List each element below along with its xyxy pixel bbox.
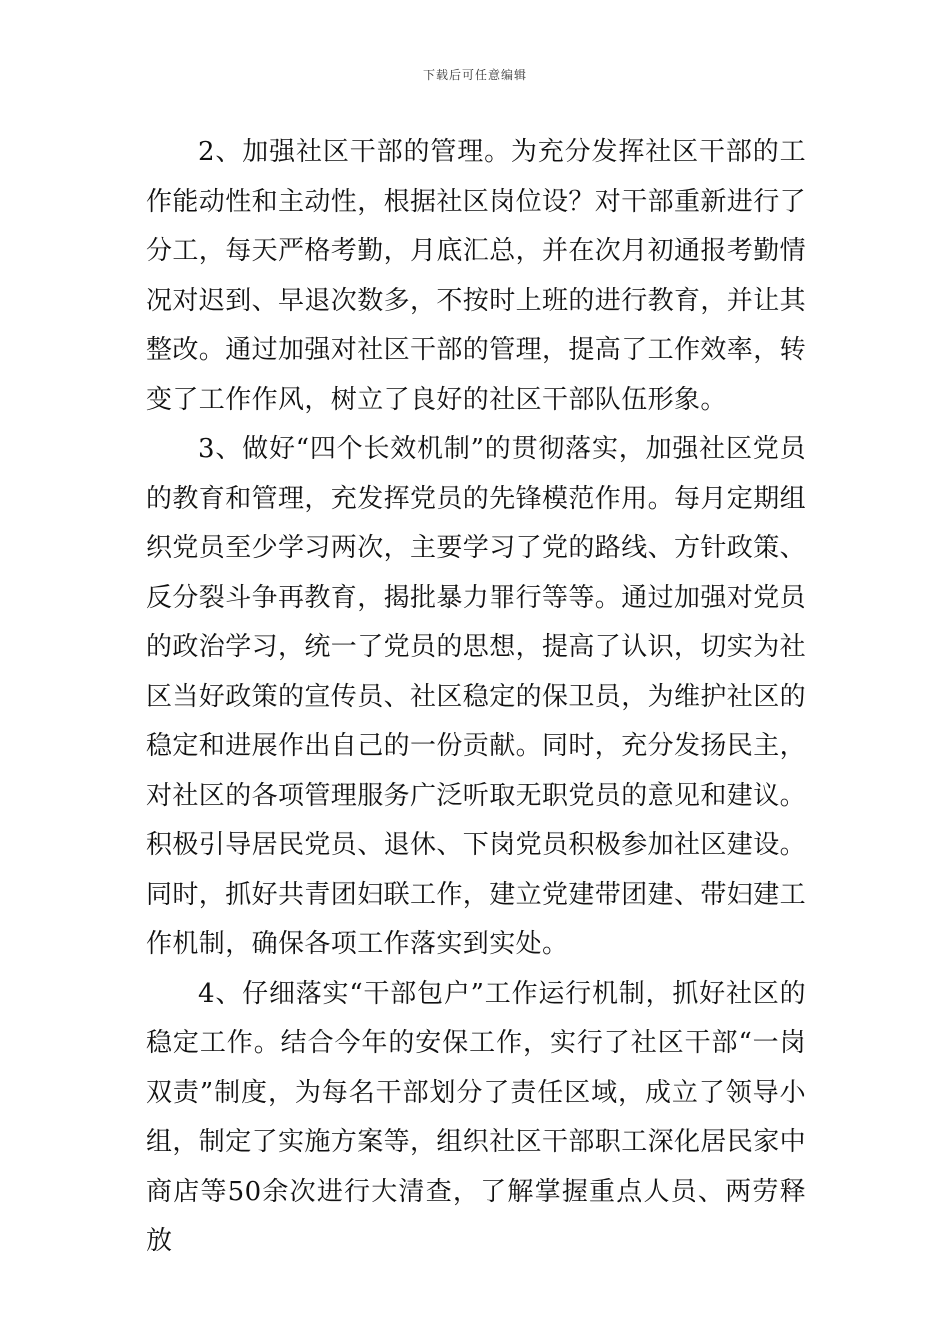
paragraph-2: 2、加强社区干部的管理。为充分发挥社区干部的工作能动性和主动性，根据社区岗位设？对干部重新进行了分工，每天严格考勤，月底汇总，并在次月初通报考勤情况对迟到、早退次数多，不按时上班的进行教育，并让其整改。通过加强对社区干部的管理，提高了工作效率，转变了工作作风，树立了良好的社区干部队伍形象。 [146, 137, 807, 415]
document-body [146, 128, 806, 1267]
paragraph-4: 4、仔细落实“干部包户”工作运行机制，抓好社区的稳定工作。结合今年的安保工作，实行了社区干部“一岗双责”制度，为每名干部划分了责任区域，成立了领导小组，制定了实施方案等，组织社区干部职工深化居民家中商店等50余次进行大清查，了解掌握重点人员、两劳释放 [146, 978, 807, 1256]
paragraph-3: 3、做好“四个长效机制”的贯彻落实，加强社区党员的教育和管理，充发挥党员的先锋模范作用。每月定期组织党员至少学习两次，主要学习了党的路线、方针政策、反分裂斗争再教育，揭批暴力罪行等等。通过加强对党员的政治学习，统一了党员的思想，提高了认识，切实为社区当好政策的宣传员、社区稳定的保卫员，为维护社区的稳定和进展作出自己的一份贡献。同时，充分发扬民主，对社区的各项管理服务广泛听取无职党员的意见和建议。积极引导居民党员、退休、下岗党员积极参加社区建设。同时，抓好共青团妇联工作，建立党建带团建、带妇建工作机制，确保各项工作落实到实处。 [146, 434, 807, 959]
page-header: 下载后可任意编辑 [422, 68, 527, 82]
